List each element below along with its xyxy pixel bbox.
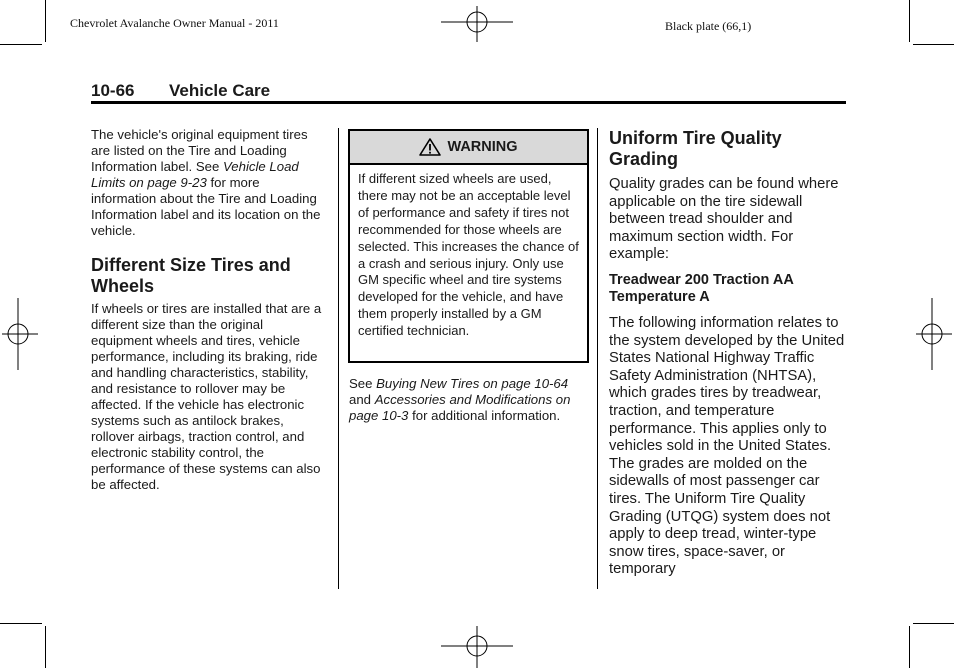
- registration-mark-icon: [2, 298, 38, 370]
- plate-label: Black plate (66,1): [665, 19, 752, 33]
- warning-triangle-icon: [419, 138, 441, 156]
- column-divider: [597, 128, 598, 589]
- page-number: 10-66: [91, 81, 135, 100]
- warning-box: [348, 129, 589, 363]
- section-heading: Uniform Tire Quality Grading: [609, 128, 782, 169]
- section-heading: Different Size Tires and Wheels: [91, 255, 291, 296]
- section-title: Vehicle Care: [169, 81, 271, 100]
- column-divider: [338, 128, 339, 589]
- registration-mark-icon: [916, 298, 952, 370]
- intro-paragraph: The vehicle's original equipment tires are listed on the Tire and Loading Information label. See Vehicle Load Limits on page 9-23 for more information about the Tire and Loading Information label and its location on the vehicle.: [91, 127, 321, 238]
- cross-reference: Buying New Tires on page 10-64: [376, 376, 569, 391]
- intro-paragraph: Quality grades can be found where applicable on the tire sidewall between tread shoulder and maximum section width. For example:: [609, 176, 839, 263]
- page-header: [91, 81, 270, 101]
- body-paragraph: The following information relates to the system developed by the United States National Highway Traffic Safety Administration (NHTSA), which grades tires by treadwear, traction, and temperature performance. This applies only to vehicles sold in the United States. The grades are molded on the sidewalls of most passenger car tires. The Uniform Tire Quality Grading (UTQG) system does not apply to deep tread, winter-type snow tires, space-saver, or temporary: [609, 314, 845, 578]
- warning-label: WARNING: [447, 139, 518, 155]
- warning-text: If different sized wheels are used, there may not be an acceptable level of performance and safety if tires not recommended for those wheels are selected. This increases the chance of a crash and serious injury. Only use GM specific wheel and tire systems developed for the vehicle, and have them properly installed by a GM certified technician.: [358, 171, 579, 339]
- cross-reference: Accessories and Modifications on page 10-3: [349, 392, 571, 423]
- header-rule: [91, 101, 846, 104]
- warning-header: [350, 131, 587, 165]
- example-grade: Treadwear 200 Traction AA Temperature A: [609, 271, 794, 306]
- right-column: [609, 128, 847, 579]
- registration-mark-icon: [441, 6, 513, 42]
- cross-reference: Vehicle Load Limits on page 9-23: [91, 159, 299, 190]
- see-also-paragraph: See Buying New Tires on page 10-64 and Accessories and Modifications on page 10-3 for additional information.: [349, 376, 571, 423]
- registration-mark-icon: [441, 626, 513, 668]
- body-paragraph: If wheels or tires are installed that are a different size than the original equipment wheels and tires, vehicle performance, including its braking, ride and handling characteristics, stability, and resistance to rollover may be affected. If the vehicle has electronic systems such as antilock brakes, rollover airbags, traction control, and electronic stability control, the performance of these systems can also be affected.: [91, 301, 322, 492]
- left-column: [91, 127, 327, 493]
- manual-title: Chevrolet Avalanche Owner Manual - 2011: [70, 16, 279, 30]
